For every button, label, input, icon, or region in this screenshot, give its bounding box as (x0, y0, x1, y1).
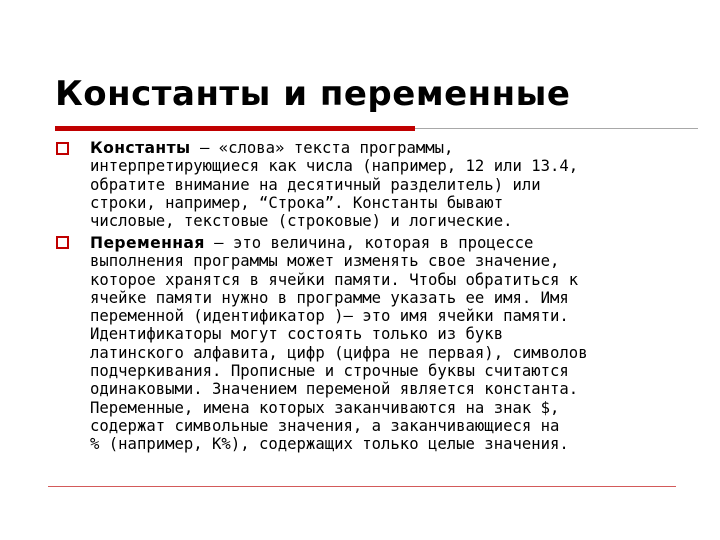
bullet-variables (90, 234, 670, 454)
bullet-line: – «слова» текста программы, (190, 139, 454, 157)
bullet-line: числовые, текстовые (строковые) и логические. (90, 212, 513, 231)
bullet-line: выполнения программы может изменять свое значение, (90, 252, 560, 271)
bullet-line: содержат символьные значения, а заканчивающиеся на (90, 416, 560, 435)
bullet-line: строки, например, “Строка”. Константы бывают (90, 193, 504, 212)
bullet-constants (90, 139, 670, 230)
hollow-square-icon (56, 142, 69, 155)
bullet-line: интерпретирующиеся как числа (например, 12 или 13.4, (90, 157, 579, 176)
slide-title: Константы и переменные (55, 74, 571, 114)
hollow-square-icon (56, 236, 69, 249)
bullet-line: которое хранятся в ячейки памяти. Чтобы обратиться к (90, 270, 579, 289)
bullet-line: % (например, К%), содержащих только целые значения. (90, 435, 569, 454)
bullet-line: Переменные, имена которых заканчиваются на знак $, (90, 398, 560, 417)
bottom-divider (48, 486, 676, 487)
bullet-line: обратите внимание на десятичный разделитель) или (90, 175, 541, 194)
bullet-line: ячейке памяти нужно в программе указать ее имя. Имя (90, 288, 569, 307)
bullet-line: переменной (идентификатор )– это имя ячейки памяти. (90, 307, 569, 326)
bullet-line: одинаковыми. Значением переменой является константа. (90, 380, 579, 399)
bullet-first-line (90, 234, 670, 252)
bullet-term: Константы (90, 139, 191, 157)
title-accent-bar (55, 126, 415, 131)
bullet-line: Идентификаторы могут состоять только из букв (90, 325, 504, 344)
bullet-first-line (90, 139, 670, 157)
bullet-term: Переменная (90, 234, 205, 252)
bullet-line: латинского алфавита, цифр (цифра не первая), символов (90, 343, 588, 362)
bullet-line: подчеркивания. Прописные и строчные буквы считаются (90, 362, 569, 381)
bullet-line: – это величина, которая в процессе (204, 234, 534, 252)
